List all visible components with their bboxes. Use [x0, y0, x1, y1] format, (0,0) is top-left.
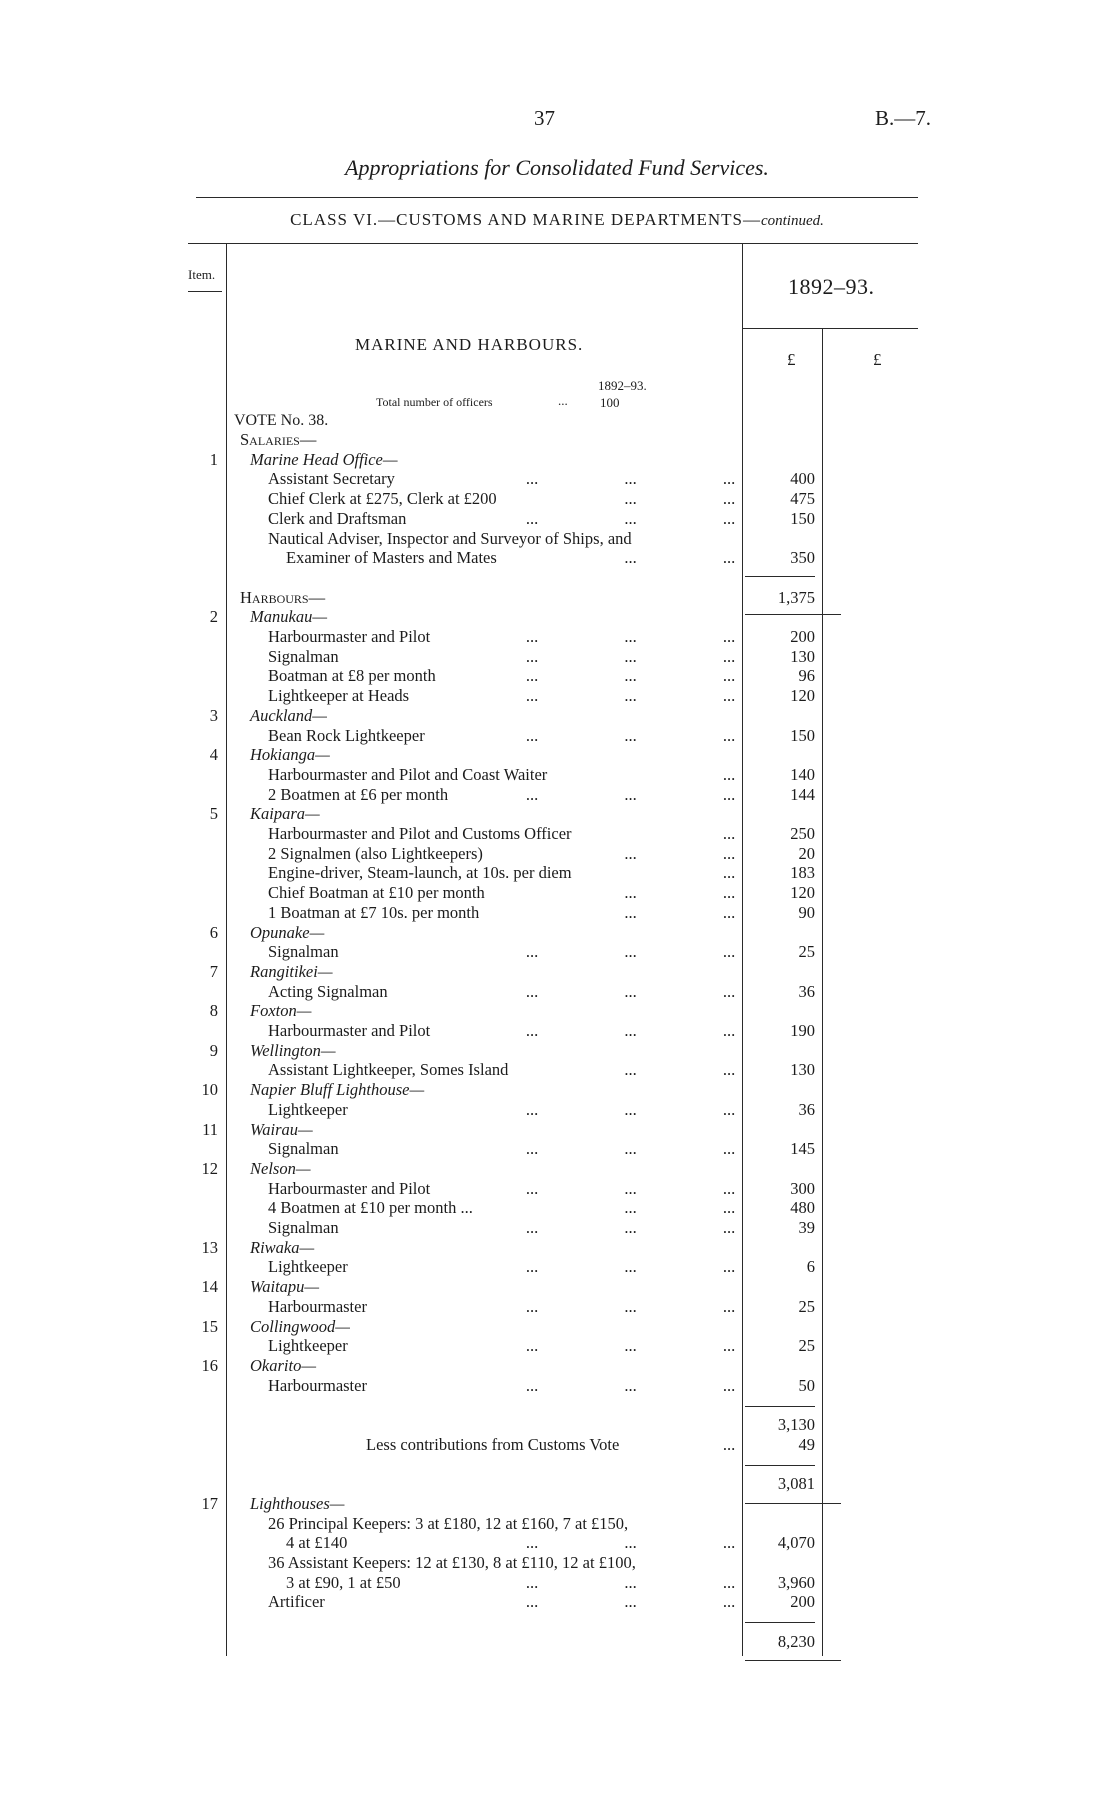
dot-leader: ... ...	[624, 548, 736, 568]
item-number: 4	[209, 745, 218, 765]
row-description: Harbourmaster and Pilot and Coast Waiter	[268, 764, 548, 784]
dot-leader: ... ... ...	[525, 1021, 736, 1040]
table-row	[0, 1139, 1114, 1159]
amount-cell: 20	[798, 843, 815, 863]
officers-year: 1892–93.	[598, 378, 647, 393]
row-description: Rangitikei—	[250, 961, 333, 981]
table-row	[0, 1474, 1114, 1494]
row-description: Less contributions from Customs Vote	[366, 1434, 620, 1454]
item-number: 17	[201, 1493, 218, 1513]
amount-cell: 25	[798, 1296, 815, 1316]
amount-cell: 200	[790, 1592, 815, 1612]
pound-unit-col2: £	[873, 350, 882, 369]
row-description: Clerk and Draftsman	[268, 508, 407, 528]
row-description: Nautical Adviser, Inspector and Surveyor of Ships, and	[268, 528, 632, 548]
subtotal-rule	[745, 1465, 815, 1466]
table-row	[0, 489, 1114, 509]
row-description: Bean Rock Lightkeeper	[268, 725, 425, 745]
table-row	[0, 942, 1114, 962]
document-reference: B.—7.	[874, 106, 931, 130]
row-description: Salaries—	[240, 430, 317, 449]
amount-cell: 150	[790, 508, 815, 528]
table-row	[0, 1435, 1114, 1455]
row-description: Lightkeeper at Heads	[268, 686, 410, 706]
item-number: 12	[201, 1158, 218, 1178]
table-row	[0, 568, 1114, 588]
table-row	[0, 450, 1114, 470]
row-description: Signalman	[268, 942, 339, 962]
amount-cell: 8,230	[777, 1631, 815, 1651]
table-row	[0, 666, 1114, 686]
table-row	[0, 686, 1114, 706]
table-row	[0, 765, 1114, 785]
table-row	[0, 883, 1114, 903]
subtotal-rule	[745, 1406, 815, 1407]
table-row	[0, 1553, 1114, 1573]
dot-leader: ... ... ...	[525, 1572, 736, 1592]
row-description: Artificer	[268, 1592, 325, 1612]
dot-leader: ... ...	[624, 489, 736, 509]
amount-cell: 400	[790, 469, 815, 489]
row-description: Assistant Lightkeeper, Somes Island	[268, 1060, 509, 1080]
item-number: 14	[201, 1277, 218, 1297]
table-row	[0, 824, 1114, 844]
dot-leader: ... ...	[624, 902, 736, 922]
row-description: Opunake—	[250, 922, 325, 942]
dot-leader: ... ... ...	[525, 1218, 736, 1237]
row-description: Wellington—	[250, 1040, 336, 1060]
table-row	[0, 1356, 1114, 1376]
dot-leader: ... ...	[624, 1060, 736, 1080]
amount-cell: 90	[798, 902, 815, 922]
table-row	[0, 1533, 1114, 1553]
row-description: 3 at £90, 1 at £50	[286, 1572, 401, 1592]
table-row	[0, 903, 1114, 923]
row-description: Signalman	[268, 1139, 339, 1159]
row-description: Lightkeeper	[268, 1336, 348, 1356]
table-row	[0, 745, 1114, 765]
section-title: MARINE AND HARBOURS.	[355, 335, 584, 354]
item-number: 9	[209, 1040, 218, 1060]
officers-count: 100	[600, 395, 620, 410]
amount-cell: 3,130	[777, 1415, 815, 1434]
amount-cell: 183	[790, 863, 815, 883]
table-row	[0, 706, 1114, 726]
pound-unit-col1: £	[787, 350, 796, 369]
amount-cell: 190	[790, 1021, 815, 1040]
amount-cell: 25	[798, 1336, 815, 1356]
dot-leader: ... ... ...	[525, 725, 736, 745]
item-header-underline	[188, 291, 222, 292]
table-row	[0, 1573, 1114, 1593]
table-row	[0, 844, 1114, 864]
item-number: 15	[201, 1316, 218, 1336]
dot-leader: ... ... ...	[525, 1592, 736, 1612]
amount-cell: 3,960	[777, 1572, 815, 1592]
amount-cell: 150	[790, 725, 815, 745]
dot-leader: ... ... ...	[525, 646, 736, 666]
row-description: Assistant Secretary	[268, 469, 395, 489]
table-row	[0, 982, 1114, 1002]
row-description: Marine Head Office—	[250, 449, 398, 469]
table-row	[0, 1632, 1114, 1652]
table-row	[0, 1297, 1114, 1317]
dot-leader: ... ... ...	[525, 1533, 736, 1553]
dot-leader: ...	[722, 1434, 736, 1454]
row-description: Lightkeeper	[268, 1257, 348, 1277]
amount-cell: 200	[790, 627, 815, 646]
item-number: 3	[209, 705, 218, 725]
row-description: Chief Clerk at £275, Clerk at £200	[268, 489, 497, 509]
table-row	[0, 1021, 1114, 1041]
page-title: Appropriations for Consolidated Fund Services.	[345, 155, 769, 180]
subtotal-rule	[745, 1622, 815, 1623]
dot-leader: ... ... ...	[525, 981, 736, 1001]
amount-cell: 144	[790, 784, 815, 804]
dot-leader: ... ... ...	[525, 1257, 736, 1277]
row-description: 4 at £140	[286, 1533, 348, 1553]
item-number: 13	[201, 1237, 218, 1257]
item-number: 8	[209, 1001, 218, 1021]
subtotal-rule	[745, 576, 815, 577]
table-row	[0, 863, 1114, 883]
dot-leader: ... ...	[624, 843, 736, 863]
row-description: Signalman	[268, 1218, 339, 1237]
table-row	[0, 1001, 1114, 1021]
table-row	[0, 1060, 1114, 1080]
table-row	[0, 1159, 1114, 1179]
row-description: Signalman	[268, 646, 339, 666]
item-column-header: Item.	[188, 267, 216, 282]
amount-cell: 145	[790, 1139, 815, 1159]
table-row	[0, 1120, 1114, 1140]
table-row	[0, 1277, 1114, 1297]
amount-cell: 130	[790, 1060, 815, 1080]
dot-leader: ... ... ...	[525, 469, 736, 489]
table-row	[0, 1415, 1114, 1435]
row-description: Harbourmaster and Pilot	[268, 627, 431, 646]
amount-cell: 130	[790, 646, 815, 666]
dot-leader: ... ... ...	[525, 1099, 736, 1119]
dot-leader: ... ... ...	[525, 627, 736, 646]
table-row	[0, 1592, 1114, 1612]
item-number: 10	[201, 1080, 218, 1100]
row-description: Waitapu—	[250, 1277, 320, 1297]
table-row	[0, 1395, 1114, 1415]
table-row	[0, 923, 1114, 943]
table-row	[0, 1080, 1114, 1100]
amount-cell: 49	[798, 1434, 815, 1454]
dot-leader: ... ...	[624, 883, 736, 903]
dot-leader: ... ... ...	[525, 784, 736, 804]
table-row	[0, 529, 1114, 549]
row-description: Kaipara—	[250, 804, 320, 824]
dot-leader: ...	[722, 863, 736, 883]
amount-cell: 140	[790, 764, 815, 784]
row-description: Chief Boatman at £10 per month	[268, 883, 485, 903]
class-heading-text: CLASS VI.—CUSTOMS AND MARINE DEPARTMENTS—	[290, 210, 761, 229]
amount-cell: 39	[798, 1218, 815, 1237]
dot-leader: ...	[722, 824, 736, 843]
header-rule	[188, 243, 918, 244]
table-row	[0, 627, 1114, 647]
row-description: Auckland—	[250, 705, 327, 725]
table-row	[0, 607, 1114, 627]
row-description: Acting Signalman	[268, 981, 388, 1001]
table-row	[0, 1257, 1114, 1277]
item-number: 5	[209, 804, 218, 824]
table-row	[0, 804, 1114, 824]
dot-leader: ...	[722, 764, 736, 784]
amount-cell: 36	[798, 1099, 815, 1119]
amount-cell: 250	[790, 824, 815, 843]
row-description: Harbourmaster	[268, 1296, 367, 1316]
table-row	[0, 469, 1114, 489]
subtotal-underline	[745, 1503, 841, 1504]
row-description: Harbours—	[240, 587, 326, 607]
row-description: Harbourmaster and Pilot	[268, 1021, 431, 1040]
table-row	[0, 1494, 1114, 1514]
item-number: 11	[202, 1119, 218, 1139]
table-row	[0, 1218, 1114, 1238]
amount-cell: 25	[798, 942, 815, 962]
table-row	[0, 1514, 1114, 1534]
table-row	[0, 1612, 1114, 1632]
amount-cell: 120	[790, 686, 815, 706]
total-underline	[745, 1660, 841, 1661]
row-description: Hokianga—	[250, 745, 330, 765]
amount-cell: 4,070	[777, 1533, 815, 1553]
table-row	[0, 647, 1114, 667]
row-description: 36 Assistant Keepers: 12 at £130, 8 at £110, 12 at £100,	[268, 1552, 636, 1572]
row-description: 2 Boatmen at £6 per month	[268, 784, 449, 804]
dot-leader: ... ... ...	[525, 666, 736, 686]
table-row	[0, 548, 1114, 568]
row-description: Wairau—	[250, 1119, 313, 1139]
amount-cell: 1,375	[777, 587, 815, 607]
table-row	[0, 1376, 1114, 1396]
row-description: Napier Bluff Lighthouse—	[250, 1080, 425, 1100]
amount-cell: 480	[790, 1198, 815, 1218]
row-description: Okarito—	[250, 1355, 316, 1375]
amount-cell: 120	[790, 883, 815, 903]
amount-cell: 300	[790, 1178, 815, 1198]
row-description: Lighthouses—	[250, 1493, 345, 1513]
amount-cell: 96	[798, 666, 815, 686]
item-number: 6	[209, 922, 218, 942]
dot-leader: ... ... ...	[525, 1375, 736, 1395]
class-heading	[0, 210, 1114, 230]
dot-leader: ... ... ...	[525, 1336, 736, 1356]
table-row	[0, 509, 1114, 529]
vote-number: VOTE No. 38.	[234, 412, 329, 429]
year-underline	[742, 328, 918, 329]
table-row	[0, 430, 1114, 450]
row-description: Engine-driver, Steam-launch, at 10s. per diem	[268, 863, 572, 883]
item-number: 7	[209, 961, 218, 981]
table-row	[0, 1454, 1114, 1474]
row-description: Boatman at £8 per month	[268, 666, 436, 686]
row-description: 2 Signalmen (also Lightkeepers)	[268, 843, 483, 863]
table-row	[0, 1198, 1114, 1218]
row-description: 26 Principal Keepers: 3 at £180, 12 at £160, 7 at £150,	[268, 1513, 629, 1533]
year-header: 1892–93.	[788, 274, 875, 299]
amount-cell: 36	[798, 981, 815, 1001]
row-description: Manukau—	[250, 607, 327, 627]
subtotal-underline	[745, 614, 841, 615]
table-row	[0, 1041, 1114, 1061]
table-row	[0, 1336, 1114, 1356]
table-row	[0, 726, 1114, 746]
dot-leader: ... ... ...	[525, 1139, 736, 1159]
item-number: 16	[201, 1355, 218, 1375]
row-description: Harbourmaster and Pilot and Customs Officer	[268, 824, 572, 843]
dot-leader: ... ... ...	[525, 508, 736, 528]
amount-cell: 50	[798, 1375, 815, 1395]
table-row	[0, 962, 1114, 982]
dot-leader: ... ... ...	[525, 686, 736, 706]
row-description: Examiner of Masters and Mates	[286, 548, 497, 568]
officers-label: Total number of officers	[376, 395, 493, 409]
table-row	[0, 1238, 1114, 1258]
row-description: Nelson—	[250, 1158, 311, 1178]
row-description: Lightkeeper	[268, 1099, 348, 1119]
table-row	[0, 1179, 1114, 1199]
item-number: 1	[209, 449, 218, 469]
row-description: Collingwood—	[250, 1316, 350, 1336]
row-description: Harbourmaster and Pilot	[268, 1178, 431, 1198]
row-description: Riwaka—	[250, 1237, 315, 1257]
officers-dots: ...	[558, 393, 568, 408]
dot-leader: ... ...	[624, 1198, 736, 1218]
amount-cell: 3,081	[777, 1474, 815, 1494]
amount-cell: 350	[790, 548, 815, 568]
amount-cell: 475	[790, 489, 815, 509]
table-row	[0, 588, 1114, 608]
table-row	[0, 785, 1114, 805]
row-description: Foxton—	[250, 1001, 312, 1021]
class-heading-suffix: continued.	[760, 213, 824, 229]
dot-leader: ... ... ...	[525, 942, 736, 962]
top-rule	[196, 197, 918, 198]
table-row	[0, 1100, 1114, 1120]
page-number: 37	[534, 106, 555, 130]
row-description: 1 Boatman at £7 10s. per month	[268, 902, 480, 922]
row-description: 4 Boatmen at £10 per month ...	[268, 1198, 473, 1218]
table-row	[0, 1317, 1114, 1337]
amount-cell: 6	[806, 1257, 815, 1277]
item-number: 2	[209, 607, 218, 627]
dot-leader: ... ... ...	[525, 1178, 736, 1198]
row-description: Harbourmaster	[268, 1375, 367, 1395]
dot-leader: ... ... ...	[525, 1296, 736, 1316]
